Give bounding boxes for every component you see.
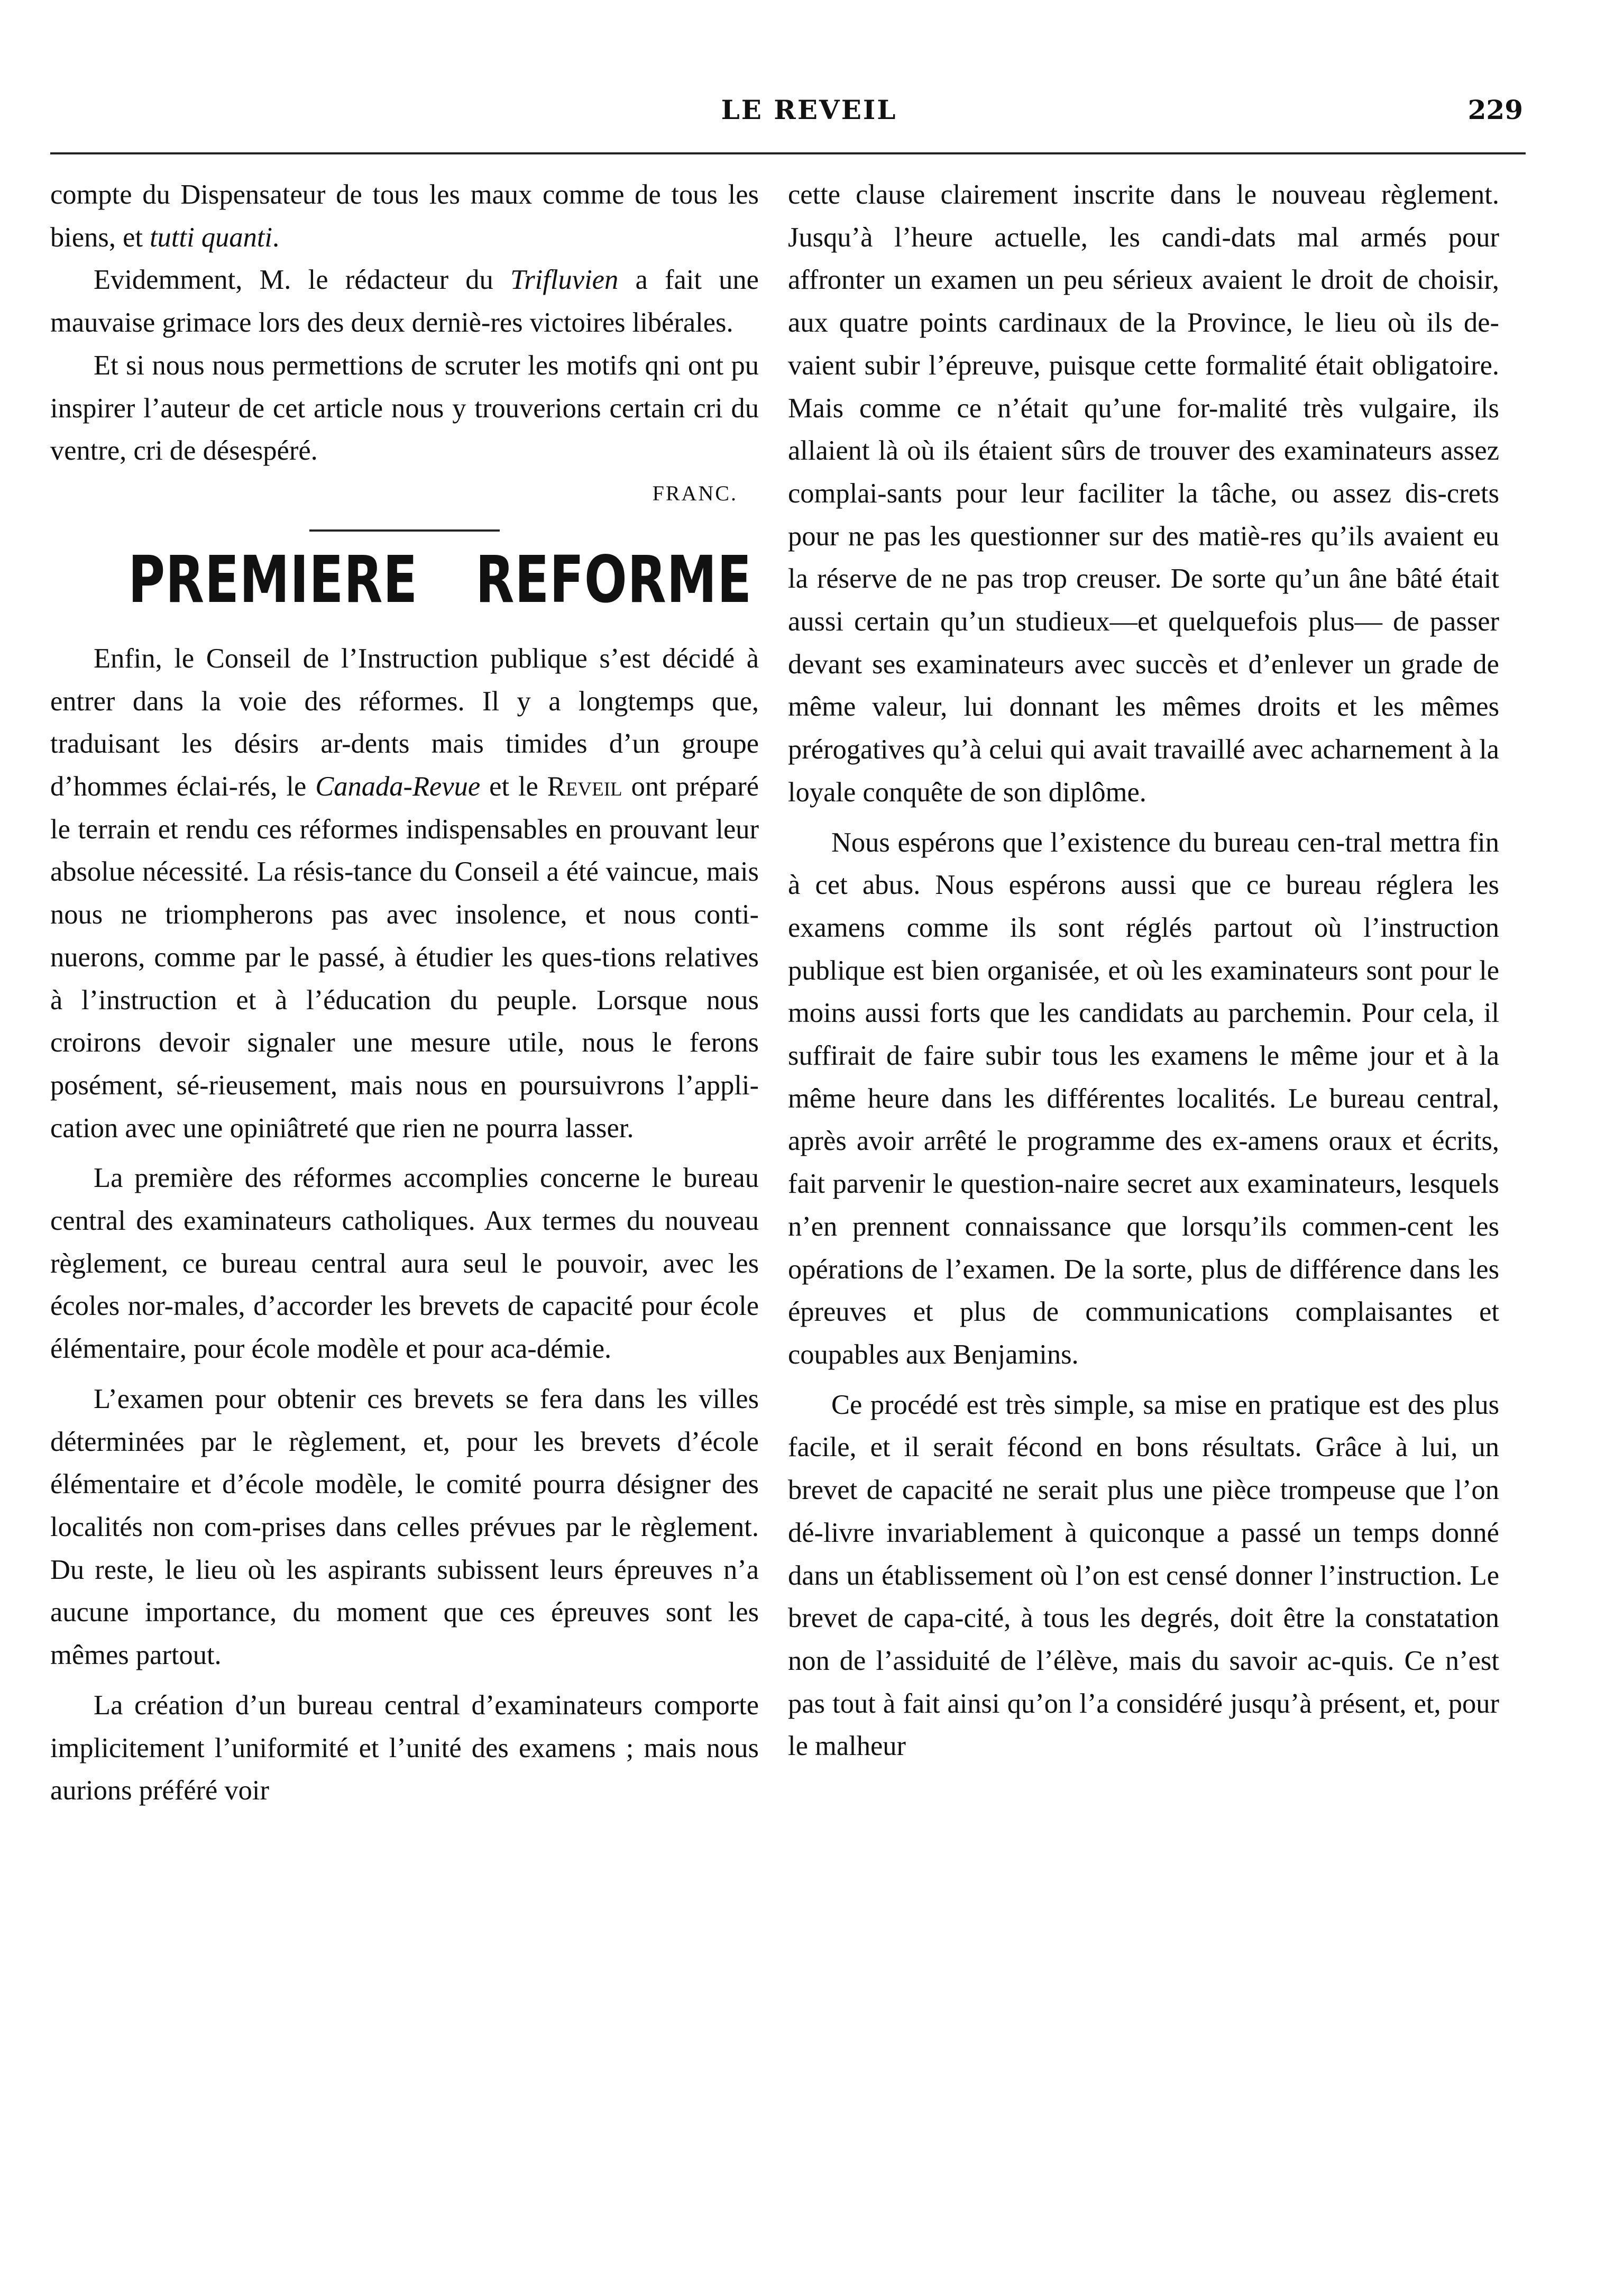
section-divider (309, 529, 500, 532)
article-paragraph-4: La création d’un bureau central d’examinateurs comporte implicitement l’uniformité et l’unité des examens ; mais nous aurions préféré voir (50, 1689, 759, 1806)
article-headline (128, 540, 752, 619)
left-column (50, 173, 759, 1812)
continuation-paragraph-1: compte du Dispensateur de tous les maux comme de tous les biens, et tutti quanti. (50, 179, 759, 253)
article-paragraph-1: Enfin, le Conseil de l’Instruction publique s’est décidé à entrer dans la voie des réformes. Il y a longtemps que, traduisant les désirs ar-dents mais timides d’un groupe d’hommes éclai-rés, le Canada-Revue et le Reveil ont préparé le terrain et rendu ces réformes indispensables en prouvant leur absolue nécessité. La résis-tance du Conseil a été vaincue, mais nous ne triompherons pas avec insolence, et nous conti-nuerons, comme par le passé, à étudier les ques-tions relatives à l’instruction et à l’éducation du peuple. Lorsque nous croirons devoir signaler une mesure utile, nous le ferons posément, sé-rieusement, mais nous en poursuivrons l’appli-cation avec une opiniâtreté que rien ne pourra lasser. (50, 643, 759, 1144)
continuation-paragraph-2: Evidemment, M. le rédacteur du Trifluvien a fait une mauvaise grimace lors des deux derniè-res victoires libérales. (50, 264, 759, 339)
headline-word-1: PREMIERE (128, 542, 418, 617)
right-paragraph-3: Ce procédé est très simple, sa mise en pratique est des plus facile, et il serait fécond en bons résultats. Grâce à lui, un brevet de capacité ne serait plus une pièce trompeuse que l’on dé-livre invariablement à quiconque a passé un temps donné dans un établissement où l’on est censé donner l’instruction. Le brevet de capa-cité, à tous les degrés, doit être la constatation non de l’assiduité de l’élève, mais du savoir ac-quis. Ce n’est pas tout à fait ainsi qu’on l’a considéré jusqu’à présent, et, pour le malheur (788, 1389, 1499, 1762)
author-signature: FRANC. (652, 481, 738, 505)
page-number: 229 (1467, 94, 1523, 125)
headline-word-2: REFORME (475, 542, 752, 617)
right-paragraph-1: cette clause clairement inscrite dans le nouveau règlement. Jusqu’à l’heure actuelle, les candi-dats mal armés pour affronter un examen un peu sérieux avaient le droit de choisir, aux quatre points cardinaux de la Province, le lieu où ils de-vaient subir l’épreuve, puisque cette formalité était obligatoire. Mais comme ce n’était qu’une for-malité très vulgaire, ils allaient là où ils étaient sûrs de trouver des examinateurs assez complai-sants pour leur faciliter la tâche, ou assez dis-crets pour ne pas les questionner sur des matiè-res qu’ils avaient eu la réserve de ne pas trop creuser. De sorte qu’un âne bâté était aussi certain qu’un studieux—et quelquefois plus— de passer devant ses examinateurs avec succès et d’enlever un grade de même valeur, lui donnant les mêmes droits et les mêmes prérogatives qu’à celui qui avait travaillé avec acharnement à la loyale conquête de son diplôme. (788, 179, 1499, 808)
right-column (788, 173, 1499, 1768)
header-rule (50, 152, 1526, 154)
right-paragraph-2: Nous espérons que l’existence du bureau cen-tral mettra fin à cet abus. Nous espérons aussi que ce bureau réglera les examens comme ils sont réglés partout où l’instruction publique est bien organisée, et où les examinateurs sont pour le moins aussi forts que les candidats au parchemin. Pour cela, il suffirait de faire subir tous les examens le même jour et à la même heure dans les différentes localités. Le bureau central, après avoir arrêté le programme des ex-amens oraux et écrits, fait parvenir le question-naire secret aux examinateurs, lesquels n’en prennent connaissance que lorsqu’ils commen-cent les opérations de l’examen. De la sorte, plus de différence dans les épreuves et plus de communications complaisantes et coupables aux Benjamins. (788, 827, 1499, 1370)
article-paragraph-2: La première des réformes accomplies concerne le bureau central des examinateurs catholiques. Aux termes du nouveau règlement, ce bureau central aura seul le pouvoir, avec les écoles nor-males, d’accorder les brevets de capacité pour école élémentaire, pour école modèle et pour aca-démie. (50, 1163, 759, 1365)
article-paragraph-3: L’examen pour obtenir ces brevets se fera dans les villes déterminées par le règlement, et, pour les brevets d’école élémentaire et d’école modèle, le comité pourra désigner des localités non com-prises dans celles prévues par le règlement. Du reste, le lieu où les aspirants subissent leurs épreuves n’a aucune importance, du moment que ces épreuves sont les mêmes partout. (50, 1383, 759, 1671)
continuation-paragraph-3: Et si nous nous permettions de scruter les motifs qni ont pu inspirer l’auteur de cet article nous y trouverions certain cri du ventre, cri de désespéré. (50, 350, 759, 467)
running-title: LE REVEIL (721, 94, 897, 125)
